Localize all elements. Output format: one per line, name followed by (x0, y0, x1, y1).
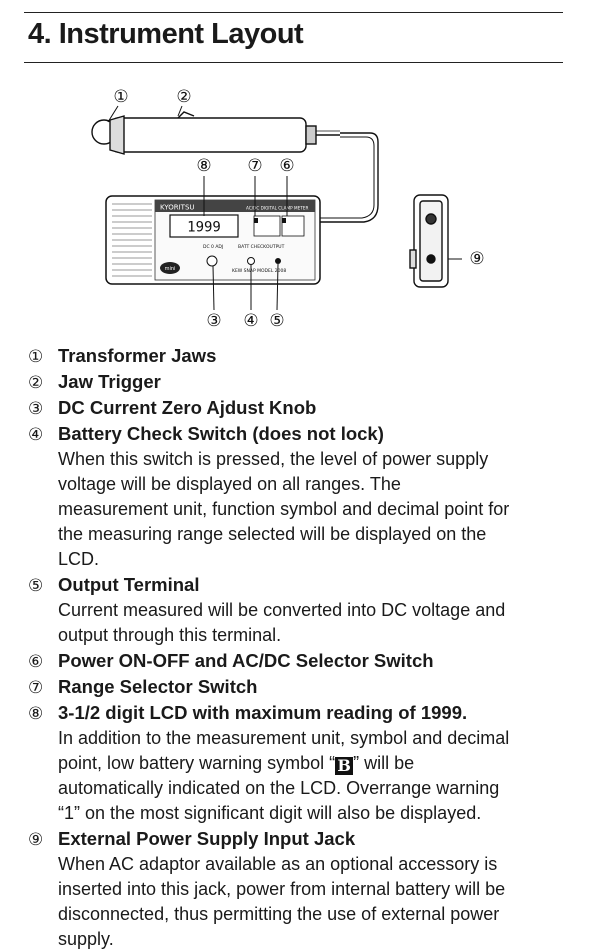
callout-7: ⑦ (247, 156, 263, 176)
item-description-line: disconnected, thus permitting the use of external power (58, 904, 500, 924)
item-description-line: voltage will be displayed on all ranges. The (58, 474, 401, 494)
item-number: ② (28, 373, 44, 392)
list-item (28, 343, 573, 369)
item-description-line: point, low battery warning symbol “ B ” will be (58, 753, 415, 775)
item-description-line: output through this terminal. (58, 625, 282, 645)
parts-list (28, 343, 573, 952)
list-item (28, 700, 573, 826)
callout-4: ④ (243, 311, 259, 331)
item-description-line: inserted into this jack, power from internal battery will be (58, 879, 506, 899)
item-heading: Power ON-OFF and AC/DC Selector Switch (58, 650, 434, 671)
item-number: ⑤ (28, 576, 44, 595)
item-heading: External Power Supply Input Jack (58, 828, 356, 849)
probe-cable (320, 133, 378, 222)
callout-6: ⑥ (279, 156, 295, 176)
item-description-line: When AC adaptor available as an optional accessory is (58, 854, 498, 874)
section-title: 4. Instrument Layout (28, 18, 304, 50)
list-item (28, 572, 573, 648)
item-heading: Output Terminal (58, 574, 200, 595)
item-number: ⑦ (28, 678, 44, 697)
low-battery-symbol: B (335, 757, 353, 775)
item-number: ⑨ (28, 830, 44, 849)
item-description-line: In addition to the measurement unit, symbol and decimal (58, 728, 510, 748)
item-heading: Transformer Jaws (58, 345, 217, 366)
item-number: ① (28, 347, 44, 366)
list-item (28, 421, 573, 572)
side-view (410, 195, 448, 287)
item-description-line: measurement unit, function symbol and decimal point for (58, 499, 510, 519)
list-item (28, 648, 573, 674)
list-item (28, 826, 573, 952)
item-heading: Range Selector Switch (58, 676, 258, 697)
zero-adjust-knob (207, 256, 217, 266)
list-item (28, 674, 573, 700)
item-number: ⑧ (28, 704, 44, 723)
svg-text:mini: mini (164, 266, 176, 272)
item-description-line: automatically indicated on the LCD. Overrange warning (58, 778, 500, 798)
item-number: ⑥ (28, 652, 44, 671)
dc-adj-label: DC 0 ADJ (203, 245, 224, 250)
top-rule (24, 12, 563, 13)
instrument-diagram (0, 70, 597, 340)
panel-header: AC/DC DIGITAL CLAMP METER (246, 205, 309, 211)
lcd-reading: 1999 (187, 219, 221, 236)
output-label: OUTPUT (266, 245, 285, 250)
item-description-line: When this switch is pressed, the level of power supply (58, 449, 489, 469)
title-underline (24, 62, 563, 63)
item-heading: 3-1/2 digit LCD with maximum reading of 1999. (58, 702, 468, 723)
item-description-line: “1” on the most significant digit will also be displayed. (58, 803, 482, 823)
callout-8: ⑧ (196, 156, 212, 176)
callout-9: ⑨ (469, 249, 485, 269)
battery-check-button (248, 258, 255, 265)
item-number: ④ (28, 425, 44, 444)
brand-label: KYORITSU (160, 203, 195, 212)
item-description-line: LCD. (58, 549, 100, 569)
callout-3: ③ (206, 311, 222, 331)
batt-check-label: BATT CHECK (238, 245, 267, 250)
item-heading: Jaw Trigger (58, 371, 161, 392)
callout-1: ① (113, 87, 129, 107)
item-number: ③ (28, 399, 44, 418)
item-description-line: the measuring range selected will be displayed on the (58, 524, 487, 544)
item-description-line: supply. (58, 929, 114, 949)
output-terminal (275, 258, 281, 264)
list-item (28, 369, 573, 395)
jaw-trigger (178, 112, 194, 118)
side-knob (426, 214, 436, 224)
clamp-probe (92, 112, 340, 154)
list-item (28, 395, 573, 421)
item-heading: DC Current Zero Ajdust Knob (58, 397, 317, 418)
model-label: KEW SNAP MODEL 2008 (232, 269, 287, 274)
callout-2: ② (176, 87, 192, 107)
callout-5: ⑤ (269, 311, 285, 331)
item-heading: Battery Check Switch (does not lock) (58, 423, 384, 444)
probe-body (112, 118, 306, 152)
external-power-jack (427, 255, 435, 263)
item-description-line: Current measured will be converted into DC voltage and (58, 600, 506, 620)
